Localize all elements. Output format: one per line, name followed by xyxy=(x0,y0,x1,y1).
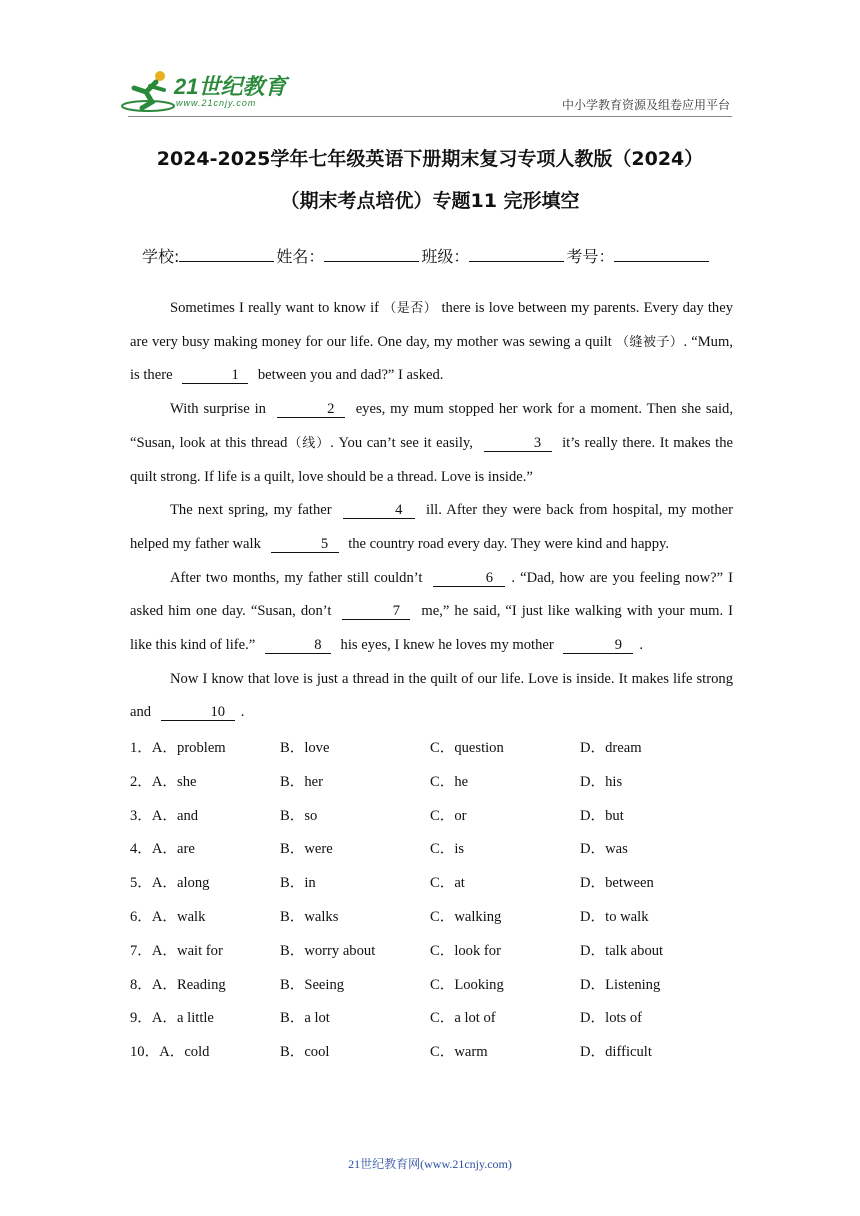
text: it’s really there. It makes the quilt strong. If life is a quilt, love should be a thread. Love is inside.” xyxy=(130,434,733,485)
text: . xyxy=(240,704,245,721)
option-8-C[interactable]: C．Looking xyxy=(430,976,504,993)
option-5-C[interactable]: C．at xyxy=(430,875,465,892)
page-header xyxy=(0,0,860,120)
text: the country road every day. They were kind and happy. xyxy=(344,535,670,552)
option-row-8 xyxy=(130,965,733,999)
option-7-B[interactable]: B．worry about xyxy=(280,942,376,959)
answer-options xyxy=(130,728,733,1066)
number-field[interactable] xyxy=(614,247,709,262)
option-row-3 xyxy=(130,796,733,830)
option-10-B[interactable]: B．cool xyxy=(280,1044,330,1061)
text: there is love between my parents. Every day they are very busy making money for our life. One day, my mother was sewing a quilt xyxy=(130,300,734,350)
text: between you and dad?” I asked. xyxy=(254,367,444,384)
option-1-B[interactable]: B．love xyxy=(280,740,330,756)
number-label: 考号： xyxy=(566,247,615,266)
option-6-A[interactable]: 6．A．walk xyxy=(130,908,206,925)
option-row-10 xyxy=(130,1032,733,1066)
logo xyxy=(120,68,295,116)
class-field[interactable] xyxy=(469,247,564,262)
option-1-A[interactable]: 1．A．problem xyxy=(130,740,226,756)
text: （是否） xyxy=(383,301,438,316)
option-1-C[interactable]: C．question xyxy=(430,740,504,756)
option-row-7 xyxy=(130,931,733,965)
option-8-D[interactable]: D．Listening xyxy=(580,976,661,993)
option-3-C[interactable]: C．or xyxy=(430,807,467,824)
blank-10[interactable]: 10 xyxy=(161,704,235,721)
option-4-D[interactable]: D．was xyxy=(580,841,628,858)
option-1-D[interactable]: D．dream xyxy=(580,740,642,756)
option-10-A[interactable]: 10．A．cold xyxy=(130,1044,210,1061)
option-8-A[interactable]: 8．A．Reading xyxy=(130,976,226,993)
option-8-B[interactable]: B．Seeing xyxy=(280,976,345,993)
text: The next spring, my father xyxy=(170,502,337,519)
paragraph-4 xyxy=(130,562,733,663)
option-row-2 xyxy=(130,762,733,796)
option-9-B[interactable]: B．a lot xyxy=(280,1010,330,1027)
title-line-1: 2024-2025学年七年级英语下册期末复习专项人教版（2024） xyxy=(156,148,704,170)
option-2-B[interactable]: B．her xyxy=(280,773,323,790)
text: . You can’t see it easily, xyxy=(330,434,478,451)
option-10-C[interactable]: C．warm xyxy=(430,1044,488,1061)
option-10-D[interactable]: D．difficult xyxy=(580,1044,652,1061)
option-row-4 xyxy=(130,829,733,863)
option-5-B[interactable]: B．in xyxy=(280,875,316,892)
text: With surprise in xyxy=(170,401,271,418)
text: （线） xyxy=(287,435,331,451)
option-5-D[interactable]: D．between xyxy=(580,875,654,892)
class-label: 班级： xyxy=(421,247,470,266)
text: me,” he said, “I just like walking with your mum. I like this kind of life.” xyxy=(130,603,733,654)
option-3-D[interactable]: D．but xyxy=(580,807,624,824)
name-label: 姓名： xyxy=(276,247,325,266)
school-field[interactable] xyxy=(179,247,274,262)
title-line-2: （期末考点培优）专题11 完形填空 xyxy=(280,190,580,212)
option-row-9 xyxy=(130,998,733,1032)
text: ill. After they were back from hospital, my mother helped my father walk xyxy=(130,502,733,552)
text: eyes, my mum stopped her work for a moment. Then she said, “Susan, look at this thread xyxy=(130,401,733,451)
option-5-A[interactable]: 5．A．along xyxy=(130,875,210,892)
school-label: 学校: xyxy=(142,247,180,266)
option-row-6 xyxy=(130,897,733,931)
blank-3[interactable]: 3 xyxy=(484,435,552,452)
text: Sometimes I really want to know if xyxy=(170,300,384,316)
blank-5[interactable]: 5 xyxy=(271,536,339,553)
text: . “Mum, is there xyxy=(130,333,733,384)
footer-source: 21世纪教育网(www.21cnjy.com) xyxy=(348,1157,512,1171)
paragraph-1 xyxy=(130,292,733,393)
text: （缝被子） xyxy=(615,334,684,350)
option-4-B[interactable]: B．were xyxy=(280,841,333,858)
name-field[interactable] xyxy=(324,247,419,262)
paragraph-3 xyxy=(130,494,733,561)
option-2-C[interactable]: C．he xyxy=(430,773,469,790)
option-9-A[interactable]: 9．A．a little xyxy=(130,1010,214,1027)
paragraph-2 xyxy=(130,393,733,494)
blank-2[interactable]: 2 xyxy=(277,401,345,418)
blank-4[interactable]: 4 xyxy=(343,502,415,519)
blank-7[interactable]: 7 xyxy=(342,603,410,620)
option-7-A[interactable]: 7．A．wait for xyxy=(130,942,223,959)
option-6-B[interactable]: B．walks xyxy=(280,908,339,925)
text: . xyxy=(639,637,644,654)
text: After two months, my father still couldn’t xyxy=(170,569,428,586)
logo-text: 21世纪教育 xyxy=(174,74,287,99)
option-6-C[interactable]: C．walking xyxy=(430,908,502,925)
header-divider xyxy=(128,116,732,117)
text: his eyes, I knew he loves my mother xyxy=(336,637,558,654)
text: . “Dad, how are you feeling now?” I asked him one day. “Susan, don’t xyxy=(130,569,733,620)
runner-logo-icon xyxy=(120,68,180,114)
option-row-5 xyxy=(130,863,733,897)
option-3-A[interactable]: 3．A．and xyxy=(130,807,199,824)
cloze-passage xyxy=(130,292,733,730)
student-info-line xyxy=(142,244,711,267)
text: Now I know that love is just a thread in the quilt of our life. Love is inside. It makes life strong and xyxy=(130,670,733,721)
blank-1[interactable]: 1 xyxy=(182,367,248,384)
blank-9[interactable]: 9 xyxy=(563,637,633,654)
option-row-1 xyxy=(130,728,733,762)
blank-6[interactable]: 6 xyxy=(433,570,505,587)
logo-url: www.21cnjy.com xyxy=(176,98,257,108)
blank-8[interactable]: 8 xyxy=(265,637,331,654)
option-2-A[interactable]: 2．A．she xyxy=(130,773,197,790)
option-9-D[interactable]: D．lots of xyxy=(580,1010,643,1027)
option-2-D[interactable]: D．his xyxy=(580,773,623,790)
paragraph-5 xyxy=(130,663,733,730)
option-7-C[interactable]: C．look for xyxy=(430,942,501,959)
option-3-B[interactable]: B．so xyxy=(280,807,318,824)
option-6-D[interactable]: D．to walk xyxy=(580,908,649,925)
option-7-D[interactable]: D．talk about xyxy=(580,942,664,959)
option-4-C[interactable]: C．is xyxy=(430,841,465,858)
option-9-C[interactable]: C．a lot of xyxy=(430,1010,496,1027)
option-4-A[interactable]: 4．A．are xyxy=(130,841,195,858)
header-tagline: 中小学教育资源及组卷应用平台 xyxy=(561,98,730,112)
